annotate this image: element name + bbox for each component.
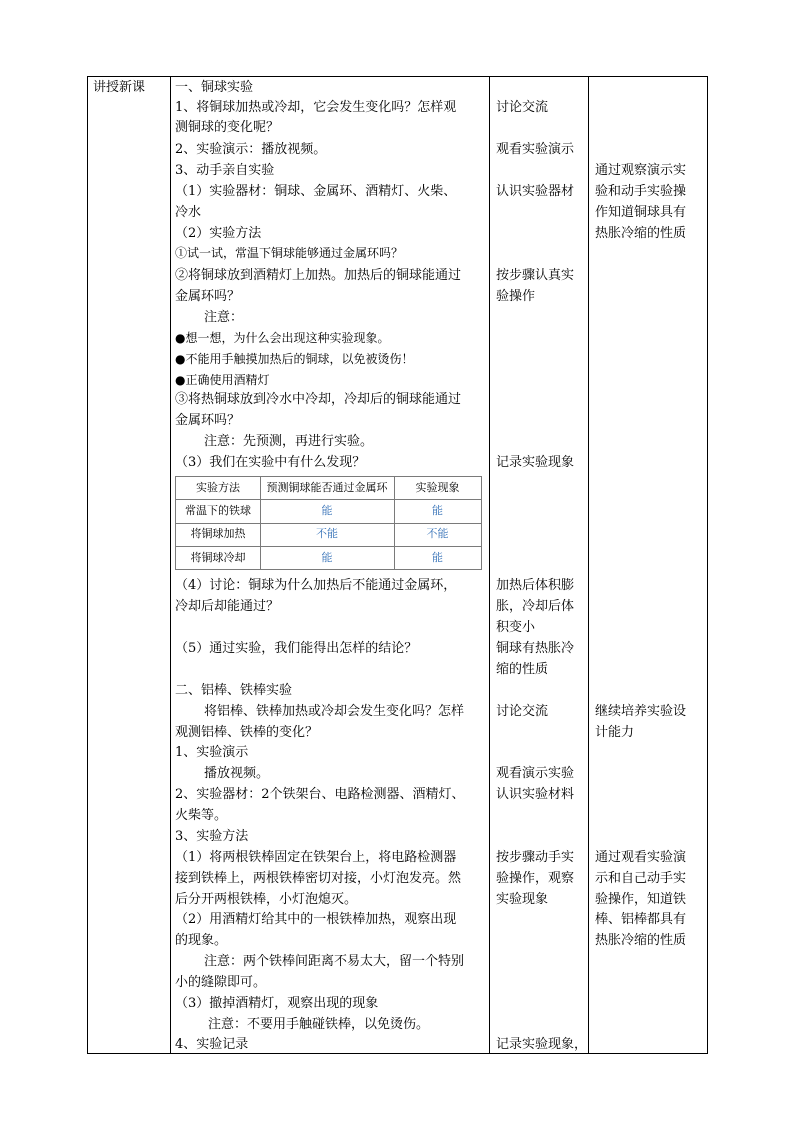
record-table-cell: 能 [432, 551, 443, 564]
column-divider [588, 76, 589, 1054]
content-line: 将铝棒、铁棒加热或冷却会发生变化吗？怎样 [204, 704, 465, 719]
content-line: 播放视频。 [204, 766, 270, 781]
column-divider [170, 76, 171, 1054]
content-line: 金属环吗？ [175, 289, 241, 304]
content-line: （1）将两根铁棒固定在铁架台上，将电路检测器 [175, 850, 457, 865]
intent-line: 热胀冷缩的性质 [595, 226, 687, 241]
activity-line: 验操作，观察 [496, 871, 575, 886]
content-line: 火柴等。 [175, 808, 228, 823]
content-line: 注意：不要用手触碰铁棒，以免烫伤。 [208, 1017, 430, 1032]
content-line: 后分开两根铁棒，小灯泡熄灭。 [175, 892, 358, 907]
content-line: ●想一想，为什么会出现这种实验现象。 [175, 331, 390, 345]
activity-line: 胀，冷却后体 [496, 599, 575, 614]
activity-line: 验操作 [496, 289, 536, 304]
intent-line: 通过观看实验演 [595, 850, 687, 865]
intent-line: 通过观察演示实 [595, 163, 687, 178]
content-line: ②将铜球放到酒精灯上加热。加热后的铜球能通过 [175, 268, 462, 283]
content-line: 1、实验演示 [175, 745, 249, 760]
content-line: 3、动手亲自实验 [175, 163, 275, 178]
record-table-cell: 能 [321, 551, 333, 564]
intent-line: 计能力 [595, 725, 635, 740]
intent-line: 热胀冷缩的性质 [595, 933, 687, 948]
activity-line: 观看演示实验 [496, 766, 575, 781]
intent-line: 验操作，知道铁 [595, 892, 687, 907]
record-table-cell: 将铜球加热 [190, 527, 246, 540]
content-line: （5）通过实验，我们能得出怎样的结论？ [175, 641, 418, 656]
content-line: （2）用酒精灯给其中的一根铁棒加热，观察出现 [175, 912, 457, 927]
intent-line: 示和自己动手实 [595, 871, 687, 886]
activity-line: 记录实验现象 [496, 455, 575, 470]
content-line: 接到铁棒上，两根铁棒密切对接，小灯泡发亮。然 [175, 871, 462, 886]
content-line: 注意： [204, 310, 244, 325]
record-table-cell: 不能 [316, 527, 338, 540]
content-line: ●不能用手触摸加热后的铜球，以免被烫伤！ [175, 352, 414, 366]
activity-line: 缩的性质 [496, 662, 549, 677]
record-table-cell: 能 [432, 504, 443, 517]
activity-line: 观看实验演示 [496, 142, 575, 157]
record-table-cell: 能 [321, 504, 333, 517]
content-line: ●正确使用酒精灯 [175, 373, 270, 387]
content-line: 观测铝棒、铁棒的变化？ [175, 725, 319, 740]
column-divider [489, 76, 490, 1054]
activity-line: 记录实验现象， [496, 1037, 588, 1052]
activity-line: 认识实验器材 [496, 184, 575, 199]
content-line: ①试一试，常温下铜球能够通过金属环吗？ [175, 246, 404, 260]
content-line: 冷水 [175, 205, 202, 220]
content-line: 测铜球的变化呢？ [175, 120, 280, 135]
content-line: 小的缝隙即可。 [175, 975, 267, 990]
content-line: ③将热铜球放到冷水中冷却，冷却后的铜球能通过 [175, 392, 462, 407]
intent-line: 继续培养实验设 [595, 704, 687, 719]
content-line: 二、铝棒、铁棒实验 [175, 683, 293, 698]
content-line: 注意：两个铁棒间距离不易太大，留一个特别 [204, 954, 465, 969]
record-table-cell: 常温下的铁球 [185, 504, 251, 517]
activity-line: 积变小 [496, 620, 536, 635]
content-line: 3、实验方法 [175, 829, 249, 844]
content-line: 4、实验记录 [175, 1037, 249, 1052]
activity-line: 加热后体积膨 [496, 578, 575, 593]
content-line: 1、将铜球加热或冷却，它会发生变化吗？怎样观 [175, 100, 457, 115]
activity-line: 实验现象 [496, 892, 549, 907]
record-table-header: 预测铜球能否通过金属环 [266, 481, 388, 494]
content-line: 金属环吗？ [175, 413, 241, 428]
content-line: （2）实验方法 [175, 226, 262, 241]
intent-line: 棒、铝棒都具有 [595, 912, 687, 927]
content-line: （1）实验器材：铜球、金属环、酒精灯、火柴、 [175, 184, 457, 199]
content-line: 2、实验器材：2个铁架台、电路检测器、酒精灯、 [175, 787, 465, 802]
activity-line: 讨论交流 [496, 100, 549, 115]
record-table-cell: 不能 [426, 527, 449, 540]
content-line: 冷却后却能通过？ [175, 599, 280, 614]
content-line: 2、实验演示：播放视频。 [175, 142, 327, 157]
content-line: （4）讨论：铜球为什么加热后不能通过金属环， [175, 578, 457, 593]
content-line: 一、铜球实验 [175, 80, 254, 95]
content-line: （3）我们在实验中有什么发现？ [175, 455, 366, 470]
record-table [175, 476, 482, 570]
section-label: 讲授新课 [93, 80, 146, 95]
record-table-cell: 将铜球冷却 [190, 551, 246, 564]
record-table-header: 实验现象 [415, 481, 460, 494]
intent-line: 验和动手实验操 [595, 184, 687, 199]
content-line: 的现象。 [175, 933, 228, 948]
intent-line: 作知道铜球具有 [595, 205, 687, 220]
content-line: （3）撤掉酒精灯，观察出现的现象 [175, 996, 379, 1011]
activity-line: 认识实验材料 [496, 787, 575, 802]
activity-line: 按步骤认真实 [496, 268, 575, 283]
record-table-header: 实验方法 [196, 481, 240, 494]
activity-line: 按步骤动手实 [496, 850, 575, 865]
activity-line: 讨论交流 [496, 704, 549, 719]
content-line: 注意：先预测，再进行实验。 [204, 434, 374, 449]
activity-line: 铜球有热胀冷 [496, 641, 575, 656]
